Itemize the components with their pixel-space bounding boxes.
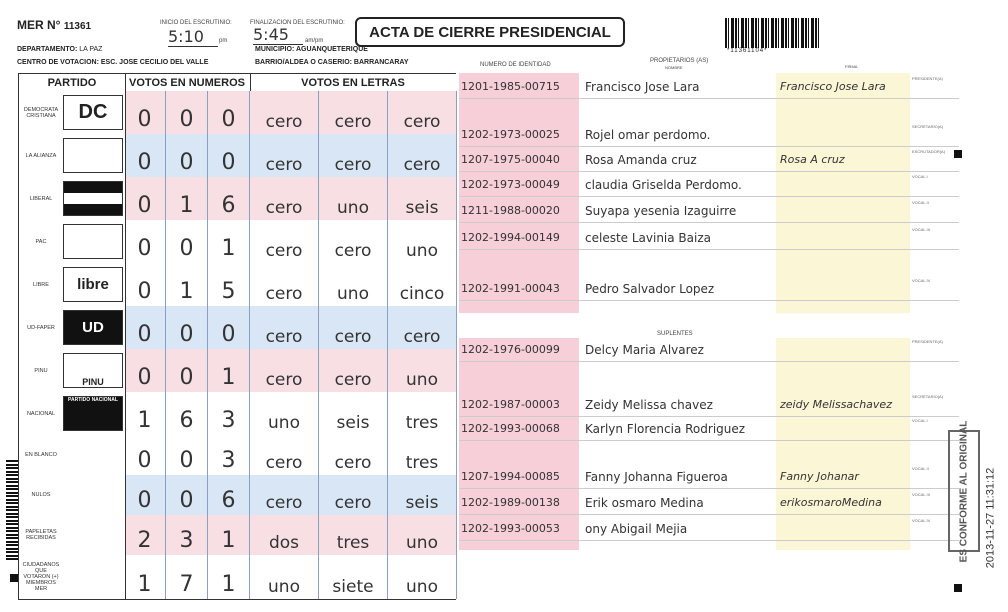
- vote-digit: 0: [166, 134, 208, 177]
- barrio: BARRIO/ALDEA O CASERIO: BARRANCARAY: [255, 59, 409, 66]
- member-name: Zeidy Melissa chavez: [585, 398, 713, 412]
- member-signature: erikosmaroMedina: [780, 496, 882, 509]
- id-column-bg-top: [459, 73, 579, 313]
- vote-word: cero: [388, 134, 457, 177]
- vote-digit: 1: [208, 349, 250, 392]
- final-value: 5:45: [253, 25, 303, 45]
- member-name: Erik osmaro Medina: [585, 496, 704, 510]
- party-name: PAC: [35, 238, 47, 245]
- vote-word: uno: [250, 555, 319, 599]
- vote-word: uno: [250, 392, 319, 435]
- vote-digit: 0: [166, 306, 208, 349]
- member-row-line: [459, 540, 959, 541]
- vote-row: [18, 306, 456, 350]
- vote-row: [18, 177, 456, 221]
- vote-digit: 1: [208, 220, 250, 263]
- col-nombre: NOMBRE: [665, 65, 683, 70]
- vote-word: cero: [250, 306, 319, 349]
- col-numeros: VOTOS EN NUMEROS: [124, 74, 251, 92]
- member-row-line: [459, 440, 959, 441]
- centro-votacion: CENTRO DE VOTACION: ESC. JOSE CECILIO DEL VALLE: [17, 59, 209, 66]
- member-role: VOCAL I: [912, 418, 928, 423]
- party-name: LA ALIANZA: [25, 152, 57, 159]
- vote-digit: 0: [166, 220, 208, 263]
- party-cell: [18, 349, 126, 392]
- vote-word: cero: [388, 91, 457, 134]
- vote-row: [18, 91, 456, 135]
- member-id: 1202-1993-00053: [461, 522, 560, 535]
- party-logo: DC: [63, 95, 123, 130]
- col-partido: PARTIDO: [18, 74, 126, 92]
- member-name: celeste Lavinia Baiza: [585, 231, 712, 245]
- member-id: 1202-1991-00043: [461, 282, 560, 295]
- member-row-line: [459, 514, 959, 515]
- party-logo: UD: [63, 310, 123, 345]
- member-row-line: [459, 98, 959, 99]
- vote-word: cero: [319, 349, 388, 392]
- party-name: EN BLANCO: [25, 452, 57, 458]
- member-row-line: [459, 222, 959, 223]
- member-id: 1201-1985-00715: [461, 80, 560, 93]
- vote-word: dos: [250, 515, 319, 555]
- col-propietarios: PROPIETARIOS (AS): [650, 58, 709, 64]
- member-name: Rojel omar perdomo.: [585, 128, 711, 142]
- departamento: DEPARTAMENTO: LA PAZ: [17, 46, 103, 53]
- member-id: 1202-1989-00138: [461, 496, 560, 509]
- vote-digit: 0: [124, 134, 166, 177]
- col-identidad: NUMERO DE IDENTIDAD: [480, 62, 551, 68]
- party-cell: [18, 392, 126, 435]
- vote-digit: 1: [208, 515, 250, 555]
- party-name: LIBERAL: [29, 195, 53, 202]
- vote-row: [18, 515, 456, 556]
- vote-row: [18, 555, 456, 600]
- vote-digit: 1: [124, 555, 166, 599]
- col-letras: VOTOS EN LETRAS: [250, 74, 456, 92]
- member-row-line: [459, 416, 959, 417]
- member-name: Pedro Salvador Lopez: [585, 282, 715, 296]
- mer-number: MER N° 11361: [17, 18, 92, 32]
- member-row-line: [459, 196, 959, 197]
- party-logo: [63, 224, 123, 259]
- member-signature: Fanny Johanar: [780, 470, 859, 483]
- member-role: VOCAL IV: [912, 518, 931, 523]
- party-logo: PARTIDO NACIONAL: [63, 396, 123, 431]
- id-column-bg-bottom: [459, 338, 579, 550]
- party-cell: [18, 555, 126, 599]
- vote-row: [18, 263, 456, 307]
- vote-word: cero: [250, 134, 319, 177]
- vote-word: cero: [319, 435, 388, 475]
- member-role: SECRETARIO(A): [912, 124, 944, 129]
- member-id: 1202-1994-00149: [461, 231, 560, 244]
- member-name: Karlyn Florencia Rodriguez: [585, 422, 746, 436]
- vote-digit: 0: [124, 435, 166, 475]
- party-cell: [18, 263, 126, 306]
- vote-word: seis: [388, 475, 457, 515]
- member-role: SECRETARIO(A): [912, 394, 944, 399]
- vote-digit: 0: [124, 475, 166, 515]
- vote-word: uno: [388, 555, 457, 599]
- party-cell: [18, 306, 126, 349]
- member-role: VOCAL II: [912, 466, 929, 471]
- votes-table: [18, 73, 456, 597]
- inicio-label: INICIO DEL ESCRUTINIO:: [160, 20, 232, 26]
- vote-word: uno: [388, 349, 457, 392]
- party-name: UD-FAPER: [27, 324, 55, 331]
- member-id: 1202-1973-00049: [461, 178, 560, 191]
- vote-digit: 2: [124, 515, 166, 555]
- vote-digit: 0: [166, 349, 208, 392]
- vote-word: cero: [250, 349, 319, 392]
- party-name: DEMOCRATA CRISTIANA: [23, 106, 59, 119]
- member-id: 1211-1988-00020: [461, 204, 560, 217]
- member-signature: Francisco Jose Lara: [780, 80, 886, 93]
- vote-row: [18, 392, 456, 436]
- conforme-stamp: ES CONFORME AL ORIGINAL: [948, 430, 980, 552]
- vote-word: tres: [388, 435, 457, 475]
- vote-word: cero: [319, 91, 388, 134]
- vote-digit: 6: [208, 475, 250, 515]
- vote-word: cero: [250, 91, 319, 134]
- vote-word: tres: [388, 392, 457, 435]
- vote-word: cero: [319, 134, 388, 177]
- member-name: Francisco Jose Lara: [585, 80, 700, 94]
- party-name: NULOS: [31, 492, 51, 498]
- party-cell: [18, 475, 126, 515]
- vote-digit: 0: [124, 220, 166, 263]
- vote-word: cero: [319, 475, 388, 515]
- member-row-line: [459, 488, 959, 489]
- vote-word: uno: [319, 177, 388, 220]
- vote-word: uno: [388, 515, 457, 555]
- party-cell: [18, 134, 126, 177]
- vote-word: tres: [319, 515, 388, 555]
- barcode: [725, 18, 820, 48]
- vote-word: cero: [319, 220, 388, 263]
- vote-digit: 0: [208, 91, 250, 134]
- vote-digit: 0: [166, 435, 208, 475]
- vote-digit: 0: [124, 349, 166, 392]
- member-role: PRESIDENTE(A): [912, 76, 943, 81]
- vote-row: [18, 435, 456, 476]
- vote-word: cero: [250, 435, 319, 475]
- final-suffix: am/pm: [305, 38, 324, 44]
- party-logo: [63, 181, 123, 216]
- party-name: PINU: [34, 367, 48, 374]
- vote-digit: 6: [166, 392, 208, 435]
- vote-row: [18, 220, 456, 264]
- party-logo: PINU: [63, 353, 123, 388]
- vote-row: [18, 349, 456, 393]
- col-firma: FIRMA: [845, 64, 858, 69]
- member-role: ESCRUTADOR(A): [912, 149, 946, 154]
- vote-word: cero: [250, 475, 319, 515]
- vote-row: [18, 475, 456, 516]
- vote-digit: 3: [166, 515, 208, 555]
- party-cell: [18, 220, 126, 263]
- member-row-line: [459, 300, 959, 301]
- member-role: VOCAL IV: [912, 278, 931, 283]
- inicio-suffix: pm: [219, 38, 228, 44]
- vote-digit: 0: [124, 177, 166, 220]
- party-name: NACIONAL: [26, 410, 56, 417]
- member-row-line: [459, 361, 959, 362]
- member-name: Delcy Maria Alvarez: [585, 343, 704, 357]
- barcode-number: *11361104*: [727, 48, 768, 54]
- vote-digit: 7: [166, 555, 208, 599]
- party-name: LIBRE: [33, 281, 49, 288]
- vote-digit: 3: [208, 435, 250, 475]
- timestamp: 2013-11-27 11:31:12: [984, 467, 997, 568]
- party-cell: [18, 515, 126, 555]
- vote-word: seis: [319, 392, 388, 435]
- vote-digit: 0: [208, 306, 250, 349]
- member-name: Fanny Johanna Figueroa: [585, 470, 728, 484]
- party-logo: [63, 138, 123, 173]
- vote-digit: 1: [208, 555, 250, 599]
- member-name: Rosa Amanda cruz: [585, 153, 697, 167]
- sig-column-bg-top: [776, 73, 910, 313]
- vote-digit: 0: [124, 263, 166, 306]
- member-name: claudia Griselda Perdomo.: [585, 178, 742, 192]
- vote-word: cero: [250, 220, 319, 263]
- member-id: 1202-1973-00025: [461, 128, 560, 141]
- party-logo: libre: [63, 267, 123, 302]
- member-signature: zeidy Melissachavez: [780, 398, 892, 411]
- corner-mark: [10, 574, 18, 582]
- vote-digit: 0: [166, 475, 208, 515]
- vote-digit: 6: [208, 177, 250, 220]
- member-id: 1207-1975-00040: [461, 153, 560, 166]
- member-name: Suyapa yesenia Izaguirre: [585, 204, 737, 218]
- member-id: 1202-1976-00099: [461, 343, 560, 356]
- side-barcode: [6, 460, 18, 560]
- vote-digit: 0: [166, 91, 208, 134]
- member-signature: Rosa A cruz: [780, 153, 845, 166]
- member-role: VOCAL II: [912, 200, 929, 205]
- vote-row: [18, 134, 456, 178]
- vote-digit: 3: [208, 392, 250, 435]
- final-label: FINALIZACION DEL ESCRUTINIO:: [250, 20, 345, 26]
- member-role: VOCAL III: [912, 227, 930, 232]
- vote-word: cero: [250, 177, 319, 220]
- municipio: MUNICIPIO: AGUANQUETERIQUE: [255, 46, 368, 53]
- vote-digit: 1: [124, 392, 166, 435]
- side-mark-top: [954, 150, 962, 158]
- party-name: PAPELETAS RECIBIDAS: [25, 529, 57, 541]
- vote-digit: 1: [166, 177, 208, 220]
- vote-word: seis: [388, 177, 457, 220]
- party-cell: [18, 435, 126, 475]
- inicio-value: 5:10: [168, 27, 218, 47]
- vote-word: cero: [250, 263, 319, 306]
- page-title: ACTA DE CIERRE PRESIDENCIAL: [355, 17, 625, 47]
- suplentes-label: SUPLENTES: [657, 331, 693, 337]
- member-role: VOCAL I: [912, 174, 928, 179]
- vote-digit: 0: [124, 91, 166, 134]
- member-name: ony Abigail Mejia: [585, 522, 688, 536]
- vote-word: uno: [388, 220, 457, 263]
- vote-digit: 5: [208, 263, 250, 306]
- vote-digit: 0: [124, 306, 166, 349]
- member-id: 1207-1994-00085: [461, 470, 560, 483]
- side-mark-bottom: [954, 584, 962, 592]
- vote-word: cinco: [388, 263, 457, 306]
- party-cell: [18, 91, 126, 134]
- member-row-line: [459, 146, 959, 147]
- party-cell: [18, 177, 126, 220]
- member-id: 1202-1987-00003: [461, 398, 560, 411]
- vote-digit: 0: [208, 134, 250, 177]
- member-row-line: [459, 249, 959, 250]
- vote-word: siete: [319, 555, 388, 599]
- vote-word: uno: [319, 263, 388, 306]
- member-role: PRESIDENTE(A): [912, 339, 943, 344]
- vote-word: cero: [319, 306, 388, 349]
- member-id: 1202-1993-00068: [461, 422, 560, 435]
- party-name: CIUDADANOS QUE VOTARON (+) MIEMBROS MER: [22, 562, 60, 592]
- member-row-line: [459, 171, 959, 172]
- vote-digit: 1: [166, 263, 208, 306]
- member-role: VOCAL III: [912, 492, 930, 497]
- sig-column-bg-bottom: [776, 338, 910, 550]
- vote-word: cero: [388, 306, 457, 349]
